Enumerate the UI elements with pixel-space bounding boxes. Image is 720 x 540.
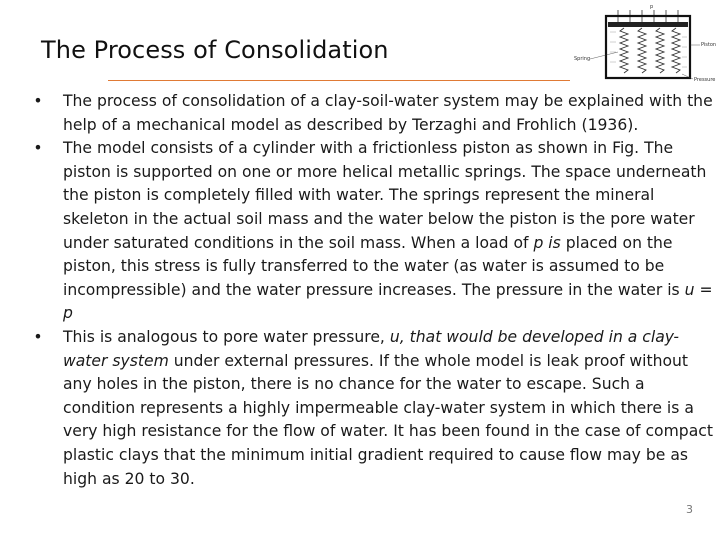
bullet-text: The process of consolidation of a clay-soil-water system may be explained with the help of a mechanical model as described by Terzaghi and Frohlich (1936). — [63, 92, 713, 134]
bullet-emphasis: u, that would be developed in a clay-water system — [63, 327, 680, 370]
figure-label-top: p — [650, 4, 654, 10]
piston-plate — [608, 22, 688, 27]
figure-label-pressure: Pressure — [694, 77, 716, 83]
bullet-marker: • — [33, 92, 43, 110]
bullet-text: The model consists of a cylinder with a frictionless piston as shown in Fig. The piston is supported on one or more helical metallic springs. The space underneath the piston is completely filled with water. The springs represent the mineral skeleton in the actual soil mass and the water below the piston is the pore water under saturated conditions in the soil mass. When a load of — [63, 139, 707, 252]
bullet-text: This is analogous to pore water pressure, — [63, 327, 390, 346]
page-number: 3 — [686, 503, 693, 516]
bullet-text: under external pressures. If the whole model is leak proof without any holes in the piston, there is no chance for the water to escape. Such a condition represents a highly impermeable clay-water system in which there is a very high resistance for the flow of water. It has been found in the case of compact plastic clays that the minimum initial gradient required to cause flow may be as high as 20 to 30. — [63, 351, 713, 488]
bullet-marker: • — [33, 139, 43, 158]
bullet-text: placed on the piston, this stress is fully transferred to the water (as water is assumed to be incompressible) and the water pressure increases. The pressure in the water is — [63, 233, 685, 299]
figure-label-spring: Spring — [574, 56, 591, 62]
slide-title: The Process of Consolidation — [41, 36, 389, 64]
spring-coils — [620, 28, 680, 73]
bullet-item — [28, 137, 718, 326]
figure-label-piston: Piston — [701, 42, 717, 48]
bullet-item — [28, 90, 718, 137]
bullet-list — [28, 90, 718, 491]
title-underline — [108, 80, 570, 81]
bullet-item — [28, 326, 718, 491]
bullet-emphasis: u = p — [63, 280, 713, 323]
piston-spring-model-figure — [572, 2, 720, 84]
bullet-marker: • — [33, 327, 43, 346]
bullet-emphasis: p is — [533, 233, 561, 252]
